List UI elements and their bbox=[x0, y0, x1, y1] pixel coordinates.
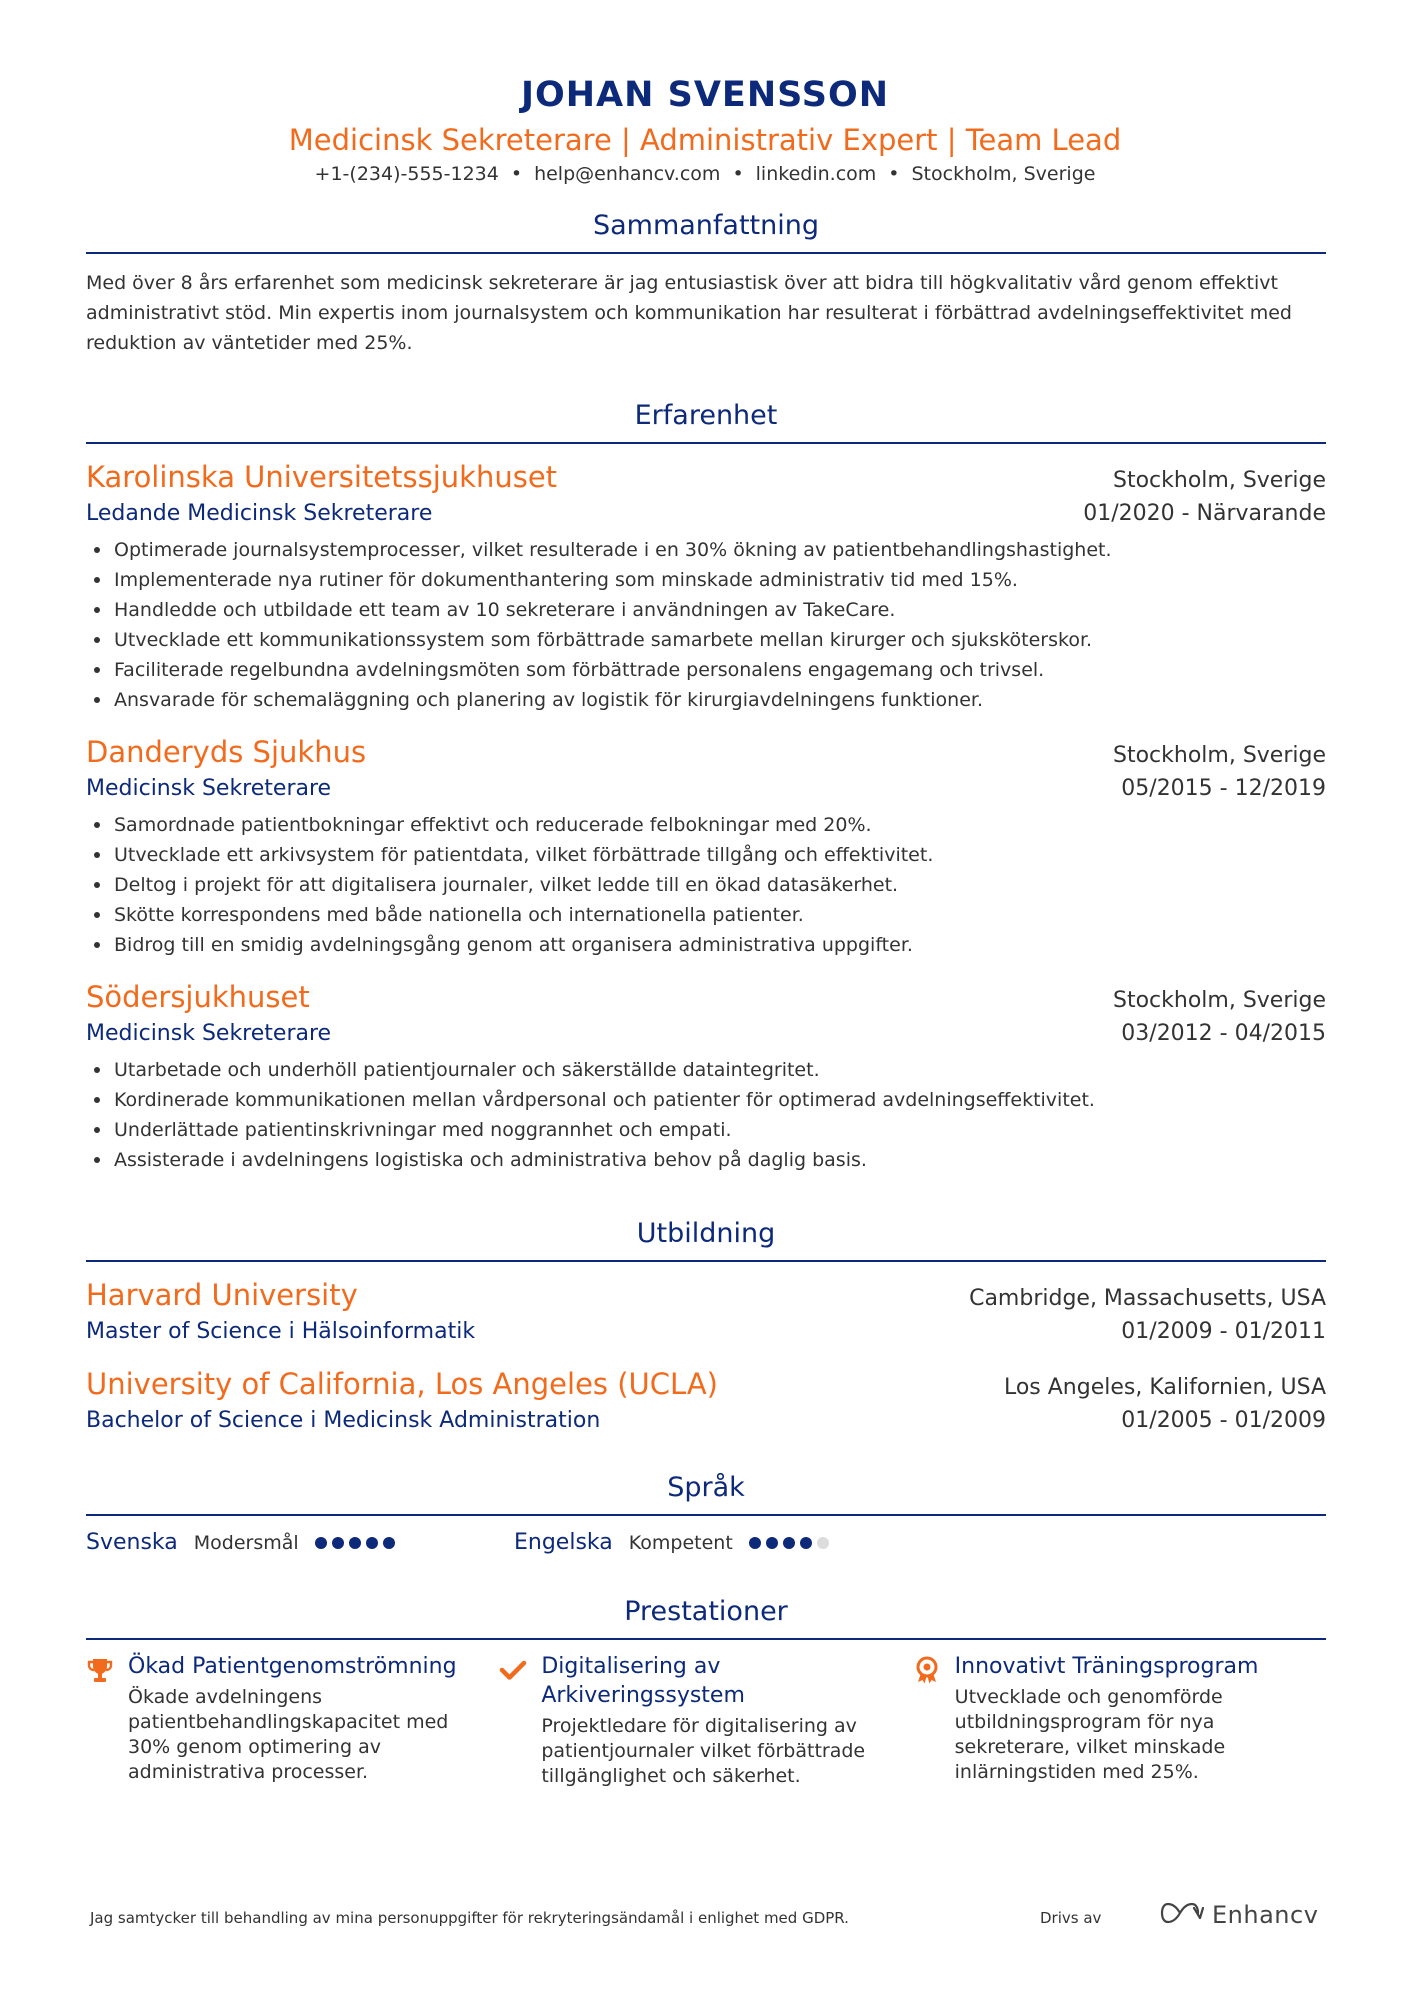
rating-dot-filled bbox=[349, 1537, 361, 1549]
phone: +1-(234)-555-1234 bbox=[314, 163, 499, 185]
achievement-item bbox=[913, 1652, 1326, 1789]
experience-entry bbox=[86, 458, 1326, 715]
achievement-desc: Ökade avdelningens patientbehandlingskapacitet med 30% genom optimering av administrativa processer. bbox=[128, 1686, 449, 1783]
list-item: Assisterade i avdelningens logistiska och administrativa behov på daglig basis. bbox=[86, 1145, 1326, 1175]
achievement-title: Ökad Patientgenomströmning bbox=[128, 1654, 457, 1679]
language-level: Kompetent bbox=[628, 1531, 733, 1554]
list-item: Utvecklade ett arkivsystem för patientdata, vilket förbättrade tillgång och effektivitet. bbox=[86, 840, 1326, 870]
education-section bbox=[86, 1216, 1326, 1438]
trophy-icon bbox=[86, 1652, 128, 1789]
achievement-item bbox=[499, 1652, 912, 1789]
employer-location: Stockholm, Sverige bbox=[1113, 988, 1326, 1013]
school-name: University of California, Los Angeles (UCLA) bbox=[86, 1367, 718, 1401]
education-dates: 01/2005 - 01/2009 bbox=[1121, 1408, 1326, 1433]
list-item: Kordinerade kommunikationen mellan vårdpersonal och patienter för optimerad avdelningseffektivitet. bbox=[86, 1085, 1326, 1115]
rating-dot-filled bbox=[783, 1537, 795, 1549]
list-item: Faciliterade regelbundna avdelningsmöten som förbättrade personalens engagemang och trivsel. bbox=[86, 655, 1326, 685]
language-item bbox=[514, 1530, 942, 1555]
job-bullets bbox=[86, 535, 1326, 715]
job-dates: 03/2012 - 04/2015 bbox=[1121, 1021, 1326, 1046]
list-item: Bidrog till en smidig avdelningsgång genom att organisera administrativa uppgifter. bbox=[86, 930, 1326, 960]
summary-text: Med över 8 års erfarenhet som medicinsk sekreterare är jag entusiastisk över att bidra till högkvalitativ vård genom effektivt administrativt stöd. Min expertis inom journalsystem och kommunikation har resulterat i förbättrad avdelningseffektivitet med reduktion av väntetider med 25%. bbox=[86, 272, 1292, 354]
language-item bbox=[86, 1530, 514, 1555]
school-location: Cambridge, Massachusetts, USA bbox=[969, 1286, 1326, 1311]
gdpr-consent: Jag samtycker till behandling av mina personuppgifter för rekryteringsändamål i enlighet med GDPR. bbox=[90, 1909, 849, 1927]
location: Stockholm, Sverige bbox=[911, 163, 1096, 185]
rating-dot-filled bbox=[332, 1537, 344, 1549]
education-entry bbox=[86, 1276, 1326, 1349]
summary-section bbox=[86, 208, 1326, 358]
list-item: Implementerade nya rutiner för dokumenthantering som minskade administrativ tid med 15%. bbox=[86, 565, 1326, 595]
employer-name: Södersjukhuset bbox=[86, 980, 310, 1014]
school-location: Los Angeles, Kalifornien, USA bbox=[1003, 1375, 1326, 1400]
job-bullets bbox=[86, 1055, 1326, 1175]
section-title: Språk bbox=[86, 1470, 1326, 1516]
brand-name: Enhancv bbox=[1212, 1901, 1319, 1929]
education-dates: 01/2009 - 01/2011 bbox=[1121, 1319, 1326, 1344]
achievement-desc: Projektledare för digitalisering av patientjournaler vilket förbättrade tillgänglighet och säkerhet. bbox=[541, 1715, 866, 1787]
job-role: Medicinsk Sekreterare bbox=[86, 1021, 332, 1046]
achievement-desc: Utvecklade och genomförde utbildningsprogram för nya sekreterare, vilket minskade inlärningstiden med 25%. bbox=[954, 1686, 1226, 1783]
contact-line bbox=[0, 160, 1410, 188]
award-ribbon-icon bbox=[913, 1652, 955, 1789]
contact-separator: • bbox=[888, 163, 900, 185]
rating-dot-filled bbox=[366, 1537, 378, 1549]
list-item: Underlättade patientinskrivningar med noggrannhet och empati. bbox=[86, 1115, 1326, 1145]
linkedin-link[interactable]: linkedin.com bbox=[755, 163, 877, 185]
rating-dot-empty bbox=[817, 1537, 829, 1549]
list-item: Handledde och utbildade ett team av 10 sekreterare i användningen av TakeCare. bbox=[86, 595, 1326, 625]
list-item: Samordnade patientbokningar effektivt och reducerade felbokningar med 20%. bbox=[86, 810, 1326, 840]
achievement-item bbox=[86, 1652, 499, 1789]
job-role: Medicinsk Sekreterare bbox=[86, 776, 332, 801]
rating-dot-filled bbox=[315, 1537, 327, 1549]
email-link[interactable]: help@enhancv.com bbox=[534, 163, 721, 185]
degree: Bachelor of Science i Medicinsk Administration bbox=[86, 1408, 601, 1433]
candidate-name: JOHAN SVENSSON bbox=[520, 75, 890, 115]
checkmark-icon bbox=[499, 1652, 541, 1789]
section-title: Utbildning bbox=[86, 1216, 1326, 1262]
experience-entry bbox=[86, 978, 1326, 1175]
resume-header bbox=[0, 72, 1410, 188]
enhancv-logo-icon bbox=[1160, 1901, 1204, 1929]
contact-separator: • bbox=[732, 163, 744, 185]
list-item: Deltog i projekt för att digitalisera journaler, vilket ledde till en ökad datasäkerhet. bbox=[86, 870, 1326, 900]
language-level: Modersmål bbox=[193, 1531, 299, 1554]
footer bbox=[90, 1901, 1330, 1941]
language-rating bbox=[315, 1537, 395, 1549]
school-name: Harvard University bbox=[86, 1278, 358, 1312]
language-name: Svenska bbox=[86, 1530, 178, 1555]
education-entry bbox=[86, 1365, 1326, 1438]
experience-entry bbox=[86, 733, 1326, 960]
brand-logo[interactable] bbox=[1160, 1901, 1318, 1929]
list-item: Utvecklade ett kommunikationssystem som förbättrade samarbete mellan kirurger och sjuksköterskor. bbox=[86, 625, 1326, 655]
achievement-title: Innovativt Träningsprogram bbox=[954, 1654, 1259, 1679]
section-title: Sammanfattning bbox=[86, 208, 1326, 254]
job-dates: 05/2015 - 12/2019 bbox=[1121, 776, 1326, 801]
achievement-title: Digitalisering av Arkiveringssystem bbox=[541, 1654, 745, 1708]
candidate-title: Medicinsk Sekreterare | Administrativ Expert | Team Lead bbox=[288, 123, 1122, 157]
language-rating bbox=[749, 1537, 829, 1549]
section-title: Prestationer bbox=[86, 1594, 1326, 1640]
language-name: Engelska bbox=[514, 1530, 613, 1555]
section-title: Erfarenhet bbox=[86, 398, 1326, 444]
job-bullets bbox=[86, 810, 1326, 960]
list-item: Ansvarade för schemaläggning och planering av logistik för kirurgiavdelningens funktioner. bbox=[86, 685, 1326, 715]
powered-by-label: Drivs av bbox=[1040, 1909, 1102, 1927]
languages-section bbox=[86, 1470, 1326, 1555]
rating-dot-filled bbox=[766, 1537, 778, 1549]
achievements-row bbox=[86, 1652, 1326, 1789]
list-item: Utarbetade och underhöll patientjournaler och säkerställde dataintegritet. bbox=[86, 1055, 1326, 1085]
achievements-section bbox=[86, 1594, 1326, 1789]
degree: Master of Science i Hälsoinformatik bbox=[86, 1319, 476, 1344]
job-dates: 01/2020 - Närvarande bbox=[1083, 501, 1326, 526]
contact-separator: • bbox=[510, 163, 523, 185]
rating-dot-filled bbox=[383, 1537, 395, 1549]
job-role: Ledande Medicinsk Sekreterare bbox=[86, 501, 433, 526]
employer-name: Karolinska Universitetssjukhuset bbox=[86, 460, 558, 494]
experience-section bbox=[86, 398, 1326, 1175]
employer-name: Danderyds Sjukhus bbox=[86, 735, 367, 769]
rating-dot-filled bbox=[800, 1537, 812, 1549]
languages-row bbox=[86, 1530, 1326, 1555]
list-item: Skötte korrespondens med både nationella och internationella patienter. bbox=[86, 900, 1326, 930]
list-item: Optimerade journalsystemprocesser, vilket resulterade i en 30% ökning av patientbehandlingshastighet. bbox=[86, 535, 1326, 565]
employer-location: Stockholm, Sverige bbox=[1113, 468, 1326, 493]
employer-location: Stockholm, Sverige bbox=[1113, 743, 1326, 768]
rating-dot-filled bbox=[749, 1537, 761, 1549]
